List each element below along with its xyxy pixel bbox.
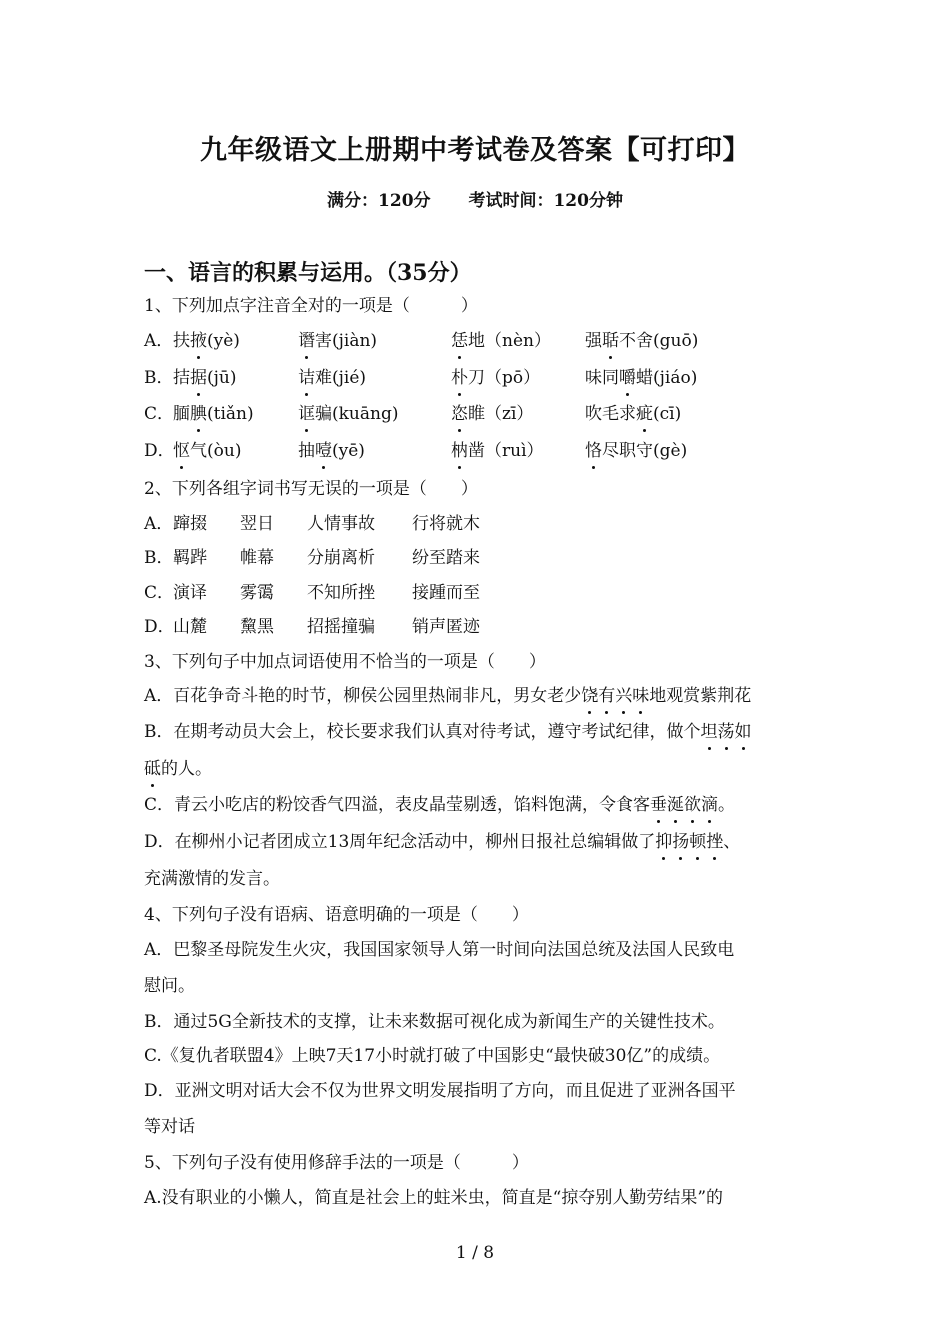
dotted-phrase: 砥 bbox=[144, 759, 161, 779]
option-item: 恪尽职守(gè) bbox=[585, 441, 688, 461]
dotted-phrase: 垂涎欲滴 bbox=[650, 795, 719, 815]
question-4-stem: 4、下列句子没有语病、语意明确的一项是（ ） bbox=[144, 905, 529, 925]
option-label: B． bbox=[144, 548, 174, 568]
option-label: B． bbox=[144, 368, 174, 388]
section-heading: 一、语言的积累与运用。（35分） bbox=[144, 260, 472, 286]
full-score: 满分：120分 bbox=[327, 191, 431, 211]
question-3-option-a: A．百花争奇斗艳的时节，柳侯公园里热闹非凡，男女老少饶有兴味地观赏紫荆花 bbox=[144, 686, 752, 706]
question-2-stem: 2、下列各组字词书写无误的一项是（ ） bbox=[144, 479, 478, 499]
option-word: 行将就木 bbox=[412, 514, 480, 534]
option-label: C． bbox=[144, 404, 175, 424]
dotted-phrase: 坦荡如 bbox=[700, 722, 752, 742]
option-item: 拮据(jū) bbox=[173, 368, 237, 388]
option-word: 招摇撞骗 bbox=[307, 617, 375, 637]
option-item: 强聒不舍(guō) bbox=[585, 331, 699, 351]
option-item: 谮害(jiàn) bbox=[298, 331, 378, 351]
question-4-option-d: D．亚洲文明对话大会不仅为世界文明发展指明了方向，而且促进了亚洲各国平 bbox=[144, 1081, 736, 1101]
exam-info bbox=[0, 186, 950, 211]
option-item: 恁地（nèn） bbox=[451, 331, 551, 351]
option-word: 纷至踏来 bbox=[412, 548, 480, 568]
option-word: 帷幕 bbox=[240, 548, 274, 568]
question-3-stem: 3、下列句子中加点词语使用不恰当的一项是（ ） bbox=[144, 652, 546, 672]
question-3-option-c: C．青云小吃店的粉饺香气四溢，表皮晶莹剔透，馅料饱满，令食客垂涎欲滴。 bbox=[144, 795, 736, 815]
question-4-option-a-cont: 慰问。 bbox=[144, 976, 195, 996]
option-item: 朴刀（pō） bbox=[451, 368, 541, 388]
option-word: 分崩离析 bbox=[307, 548, 375, 568]
option-word: 羁跸 bbox=[173, 548, 207, 568]
option-label: C． bbox=[144, 583, 175, 603]
option-label: A． bbox=[144, 514, 174, 534]
option-item: 诓骗(kuāng) bbox=[298, 404, 399, 424]
option-word: 不知所挫 bbox=[307, 583, 375, 603]
page-title: 九年级语文上册期中考试卷及答案【可打印】 bbox=[200, 135, 750, 166]
exam-time: 考试时间：120分钟 bbox=[468, 191, 623, 211]
option-word: 蹿掇 bbox=[173, 514, 207, 534]
option-word: 演译 bbox=[173, 583, 207, 603]
option-word: 雾霭 bbox=[240, 583, 274, 603]
question-3-option-b: B．在期考动员大会上，校长要求我们认真对待考试，遵守考试纪律，做个坦荡如 bbox=[144, 722, 752, 742]
option-word: 人情事故 bbox=[307, 514, 375, 534]
option-item: 味同嚼蜡(jiáo) bbox=[585, 368, 698, 388]
page-number: 1 / 8 bbox=[455, 1243, 495, 1263]
option-label: A． bbox=[144, 331, 174, 351]
option-item: 诘难(jié) bbox=[298, 368, 367, 388]
question-5-stem: 5、下列句子没有使用修辞手法的一项是（ ） bbox=[144, 1153, 529, 1173]
option-item: 怄气(òu) bbox=[173, 441, 242, 461]
option-word: 销声匿迹 bbox=[412, 617, 480, 637]
question-4-option-d-cont: 等对话 bbox=[144, 1117, 195, 1137]
option-label: D． bbox=[144, 617, 175, 637]
option-item: 恣睢（zī） bbox=[451, 404, 534, 424]
question-4-option-b: B．通过5G全新技术的支撑，让未来数据可视化成为新闻生产的关键性技术。 bbox=[144, 1012, 725, 1032]
question-4-option-a: A．巴黎圣母院发生火灾，我国国家领导人第一时间向法国总统及法国人民致电 bbox=[144, 940, 735, 960]
option-word: 山麓 bbox=[173, 617, 207, 637]
option-item: 枘凿（ruì） bbox=[451, 441, 544, 461]
option-word: 接踵而至 bbox=[412, 583, 480, 603]
question-3-option-d-cont: 充满激情的发言。 bbox=[144, 869, 280, 889]
question-5-option-a: A.没有职业的小懒人，简直是社会上的蛀米虫，简直是“掠夺别人勤劳结果”的 bbox=[144, 1188, 724, 1208]
dotted-phrase: 饶有兴味 bbox=[581, 686, 650, 706]
option-item: 抽噎(yē) bbox=[298, 441, 365, 461]
option-label: D． bbox=[144, 441, 175, 461]
option-item: 腼腆(tiǎn) bbox=[173, 404, 254, 424]
option-item: 扶掖(yè) bbox=[173, 331, 240, 351]
option-item: 吹毛求疵(cī) bbox=[585, 404, 682, 424]
question-3-option-d: D．在柳州小记者团成立13周年纪念活动中，柳州日报社总编辑做了抑扬顿挫、 bbox=[144, 832, 741, 852]
question-1-stem: 1、下列加点字注音全对的一项是（ ） bbox=[144, 296, 478, 316]
question-3-option-b-cont: 砥的人。 bbox=[144, 759, 212, 779]
dotted-phrase: 抑扬顿挫 bbox=[655, 832, 724, 852]
option-word: 黧黑 bbox=[240, 617, 274, 637]
question-4-option-c: C.《复仇者联盟4》上映7天17小时就打破了中国影史“最快破30亿”的成绩。 bbox=[144, 1046, 721, 1066]
option-word: 翌日 bbox=[240, 514, 274, 534]
